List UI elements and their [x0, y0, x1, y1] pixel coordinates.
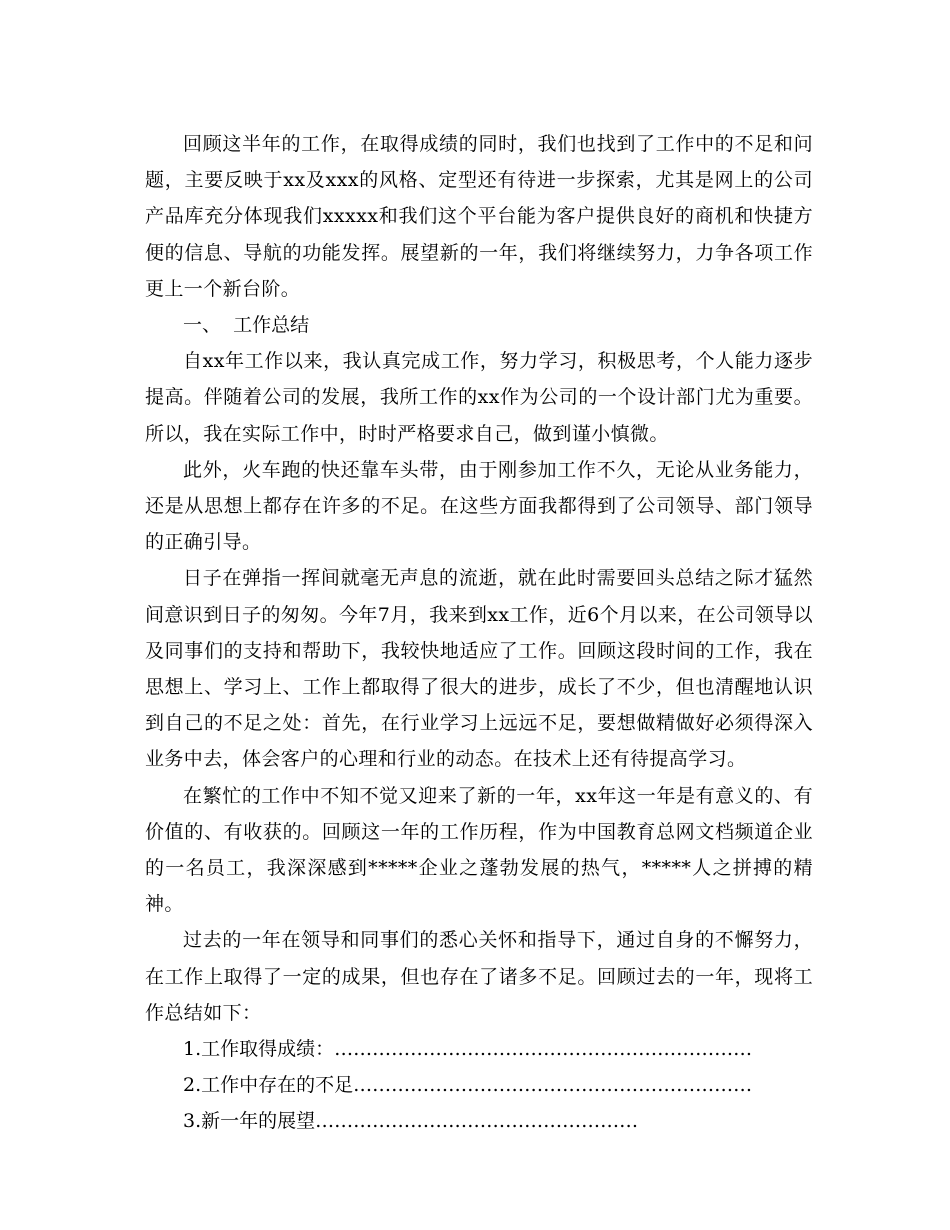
body-paragraph: 在繁忙的工作中不知不觉又迎来了新的一年，xx年这一年是有意义的、有价值的、有收获的。回顾这一年的工作历程，作为中国教育总网文档频道企业的一名员工，我深深感到*****企业之蓬勃发展的热气，*****人之拼搏的精神。	[145, 784, 813, 916]
body-paragraph: 过去的一年在领导和同事们的悉心关怀和指导下，通过自身的不懈努力，在工作上取得了一定的成果，但也存在了诸多不足。回顾过去的一年，现将工作总结如下：	[145, 929, 813, 1024]
body-paragraph: 自xx年工作以来，我认真完成工作，努力学习，积极思考，个人能力逐步提高。伴随着公司的发展，我所工作的xx作为公司的一个设计部门尤为重要。所以，我在实际工作中，时时严格要求自己，做到谨小慎微。	[145, 350, 813, 445]
toc-item: 2.工作中存在的不足………………………………………………………	[183, 1074, 753, 1097]
toc-item: 3.新一年的展望……………………………………………	[183, 1110, 639, 1133]
section-heading: 一、 工作总结	[183, 314, 310, 337]
body-paragraph: 此外，火车跑的快还靠车头带，由于刚参加工作不久，无论从业务能力，还是从思想上都存在许多的不足。在这些方面我都得到了公司领导、部门领导的正确引导。	[145, 458, 813, 554]
intro-paragraph: 回顾这半年的工作，在取得成绩的同时，我们也找到了工作中的不足和问题，主要反映于xx及xxx的风格、定型还有待进一步探索，尤其是网上的公司产品库充分体现我们xxxxx和我们这个平台能为客户提供良好的商机和快捷方便的信息、导航的功能发挥。展望新的一年，我们将继续努力，力争各项工作更上一个新台阶。	[145, 133, 813, 300]
toc-item: 1.工作取得成绩：…………………………………………………………	[183, 1038, 753, 1061]
body-paragraph: 日子在弹指一挥间就毫无声息的流逝，就在此时需要回头总结之际才猛然间意识到日子的匆匆。今年7月，我来到xx工作，近6个月以来，在公司领导以及同事们的支持和帮助下，我较快地适应了工作。回顾这段时间的工作，我在思想上、学习上、工作上都取得了很大的进步，成长了不少，但也清醒地认识到自己的不足之处：首先，在行业学习上远远不足，要想做精做好必须得深入业务中去，体会客户的心理和行业的动态。在技术上还有待提高学习。	[145, 567, 814, 771]
document-page	[145, 126, 813, 1140]
